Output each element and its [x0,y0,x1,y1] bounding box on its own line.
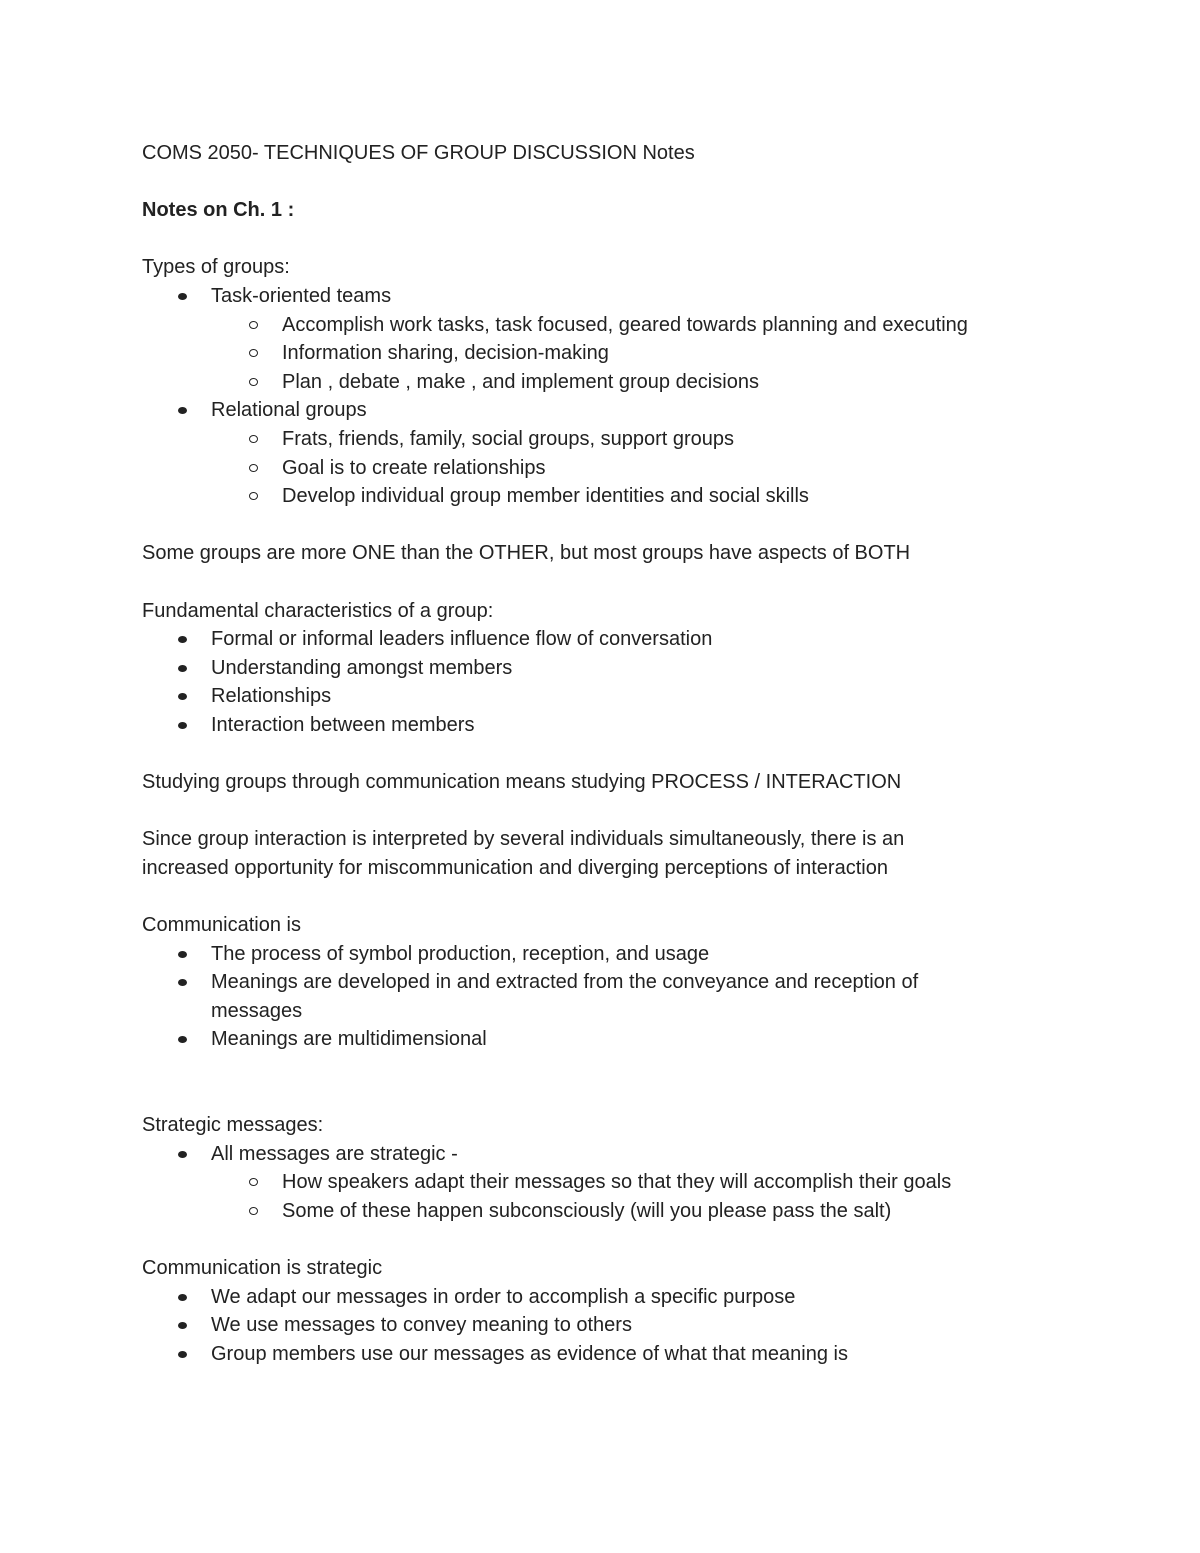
communication-heading: Communication is [142,914,301,937]
list-item: Meanings are developed in and extracted from the conveyance and reception of messages [142,968,1042,1025]
studying-note: Studying groups through communication means studying PROCESS / INTERACTION [142,771,902,794]
bullet-dot-icon [178,693,187,700]
list-item: All messages are strategic - [142,1140,1042,1169]
bullet-dot-icon [178,1036,187,1043]
comm-strategic-list [142,1283,1042,1369]
sub-list-item: Plan , debate , make , and implement group decisions [142,368,1042,397]
list-item: We adapt our messages in order to accomplish a specific purpose [142,1283,1042,1312]
bullet-circle-icon [249,349,258,357]
list-item: Relational groups [142,396,1042,425]
sub-list-item: How speakers adapt their messages so that they will accomplish their goals [142,1168,1042,1197]
list-item: Formal or informal leaders influence flow of conversation [142,625,1042,654]
bullet-dot-icon [178,1322,187,1329]
chapter-heading: Notes on Ch. 1 : [142,199,295,222]
bullet-dot-icon [178,636,187,643]
bullet-dot-icon [178,951,187,958]
fundamental-list [142,625,1042,739]
strategic-messages-heading: Strategic messages: [142,1114,324,1136]
list-item: Task-oriented teams [142,282,1042,311]
types-list [142,282,1042,511]
types-heading: Types of groups: [142,256,290,279]
bullet-dot-icon [178,1351,187,1358]
bullet-dot-icon [178,665,187,672]
list-item: Understanding amongst members [142,654,1042,683]
bullet-dot-icon [178,407,187,414]
both-note: Some groups are more ONE than the OTHER, but most groups have aspects of BOTH [142,542,911,565]
list-item: We use messages to convey meaning to others [142,1311,1042,1340]
bullet-dot-icon [178,1294,187,1301]
sub-list-item: Develop individual group member identities and social skills [142,482,1042,511]
since-note: Since group interaction is interpreted by several individuals simultaneously, there is an increased opportunity for miscommunication and diverging perceptions of interaction [142,828,905,879]
bullet-circle-icon [249,492,258,500]
list-item: Relationships [142,682,1042,711]
bullet-dot-icon [178,293,187,300]
document-title: COMS 2050- TECHNIQUES OF GROUP DISCUSSION Notes [142,142,695,164]
list-item: Meanings are multidimensional [142,1025,1042,1054]
bullet-circle-icon [249,378,258,386]
bullet-circle-icon [249,1178,258,1186]
sub-list-item: Information sharing, decision-making [142,339,1042,368]
bullet-circle-icon [249,1207,258,1215]
bullet-dot-icon [178,1151,187,1158]
list-item: Group members use our messages as evidence of what that meaning is [142,1340,1042,1369]
bullet-dot-icon [178,722,187,729]
bullet-dot-icon [178,979,187,986]
sub-list-item: Goal is to create relationships [142,454,1042,483]
sub-list-item: Some of these happen subconsciously (will you please pass the salt) [142,1197,1042,1226]
list-item: Interaction between members [142,711,1042,740]
comm-strategic-heading: Communication is strategic [142,1256,383,1279]
sub-list-item: Frats, friends, family, social groups, support groups [142,425,1042,454]
bullet-circle-icon [249,435,258,443]
strategic-messages-list [142,1140,1042,1226]
list-item: The process of symbol production, reception, and usage [142,940,1042,969]
sub-list-item: Accomplish work tasks, task focused, geared towards planning and executing [142,311,1042,340]
document-body [142,139,1042,1368]
bullet-circle-icon [249,464,258,472]
communication-list [142,940,1042,1054]
bullet-circle-icon [249,321,258,329]
fundamental-heading: Fundamental characteristics of a group: [142,599,494,622]
